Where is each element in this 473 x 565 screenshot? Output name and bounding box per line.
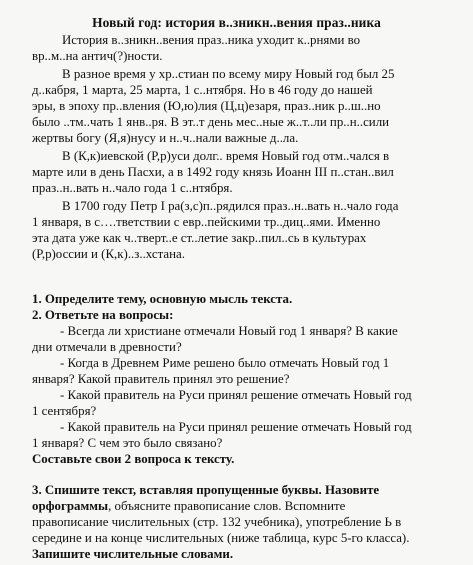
text-line: было ..тм..чать 1 янв..ря. В эт..т день мес..ные ж..т..ли пр..н..сили — [32, 115, 390, 129]
text-line: История в..зникн..вения праз..ника уходит к..рнями во — [62, 33, 361, 47]
question-line: 1 сентября? — [32, 404, 97, 418]
text-line: В 1700 году Петр I ра(з,с)п..рядился праз..н..вать н..чало года — [62, 199, 399, 213]
text-line: эта дата уже как ч..тверт..е ст..летие закр..пил..сь в культурах — [32, 231, 367, 245]
question-line: - Всегда ли христиане отмечали Новый год 1 января? В какие — [60, 324, 398, 338]
text-line: праз..н..вать н..чало года 1 с..нтября. — [32, 181, 233, 195]
task-1: 1. Определите тему, основную мысль текста. — [32, 292, 293, 306]
task-3-line: 3. Спишите текст, вставляя пропущенные буквы. Назовите — [32, 483, 380, 497]
text-line: жертвы богу (Я,я)нусу и н..ч..нали важные д..ла. — [32, 131, 299, 145]
text-line: В (К,к)иевской (Р,р)уси долг.. время Новый год отм..чался в — [62, 149, 390, 163]
task-3-text: , объясните правописание слов. Вспомните — [108, 499, 346, 513]
question-line: - Когда в Древнем Риме решено было отмечать Новый год 1 — [60, 356, 390, 370]
question-line: 1 января? С чем это было связано? — [32, 436, 223, 450]
orthogram-word: орфограммы — [32, 499, 109, 513]
text-line: д..кабря, 1 марта, 25 марта, 1 с..нтября. Но в 46 году до нашей — [32, 83, 373, 97]
question-line: - Какой правитель на Руси принял решение отмечать Новый год — [60, 388, 412, 402]
question-line: - Какой правитель на Руси принял решение отмечать Новый год — [60, 420, 412, 434]
text-line: 1 января, в с….тветствии с евр..пейскими тр..диц..ями. Именно — [32, 215, 381, 229]
task-3-line: Запишите числительные словами. — [32, 547, 234, 561]
text-line: В разное время у хр..стиан по всему миру Новый год был 25 — [62, 67, 395, 81]
text-line: марте или в день Пасхи, а в 1492 году князь Иоанн III п..стан..вил — [32, 165, 394, 179]
task-2: 2. Ответьте на вопросы: — [32, 308, 174, 322]
task-3-line — [32, 498, 345, 514]
text-line: вр..м..на антич(?)ности. — [32, 49, 163, 63]
document-title: Новый год: история в..зникн..вения праз..ника — [92, 15, 381, 30]
task-3-line: правописание числительных (стр. 132 учебника), употребление Ь в — [32, 515, 402, 529]
text-line: (Р,р)оссии и (К,к)..з..хстана. — [32, 247, 185, 261]
question-line: дни отмечали в древности? — [32, 340, 182, 354]
question-line: января? Какой правитель принял это решение? — [32, 372, 290, 386]
task-3-line: середине и на конце числительных (ниже таблица, курс 5-го класса). — [32, 531, 410, 545]
task-2-extra: Составьте свои 2 вопроса к тексту. — [32, 452, 235, 466]
text-line: эры, в эпоху пр..вления (Ю,ю)лия (Ц,ц)езаря, праз..ник р..ш..но — [32, 99, 381, 113]
